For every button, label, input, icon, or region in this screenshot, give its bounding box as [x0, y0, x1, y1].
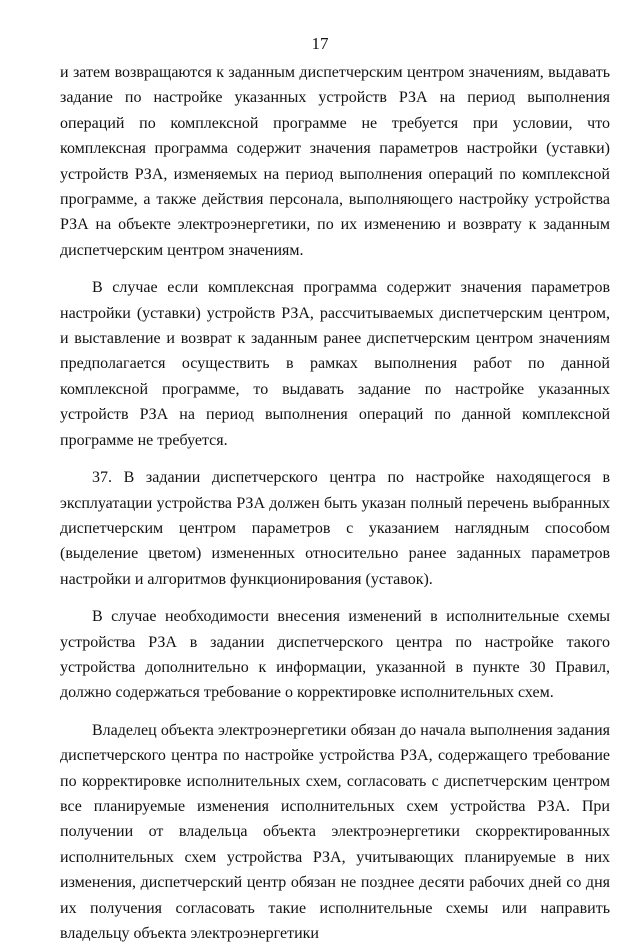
paragraph-schemes-change: В случае необходимости внесения изменений в исполнительные схемы устройства РЗА в задании диспетчерского центра по настройке такого устройства дополнительно к информации, указанной в пункте 30 Правил, должно содержаться требование о корректировке исполнительных схем. — [60, 608, 610, 702]
paragraph-owner-obligation: Владелец объекта электроэнергетики обязан до начала выполнения задания диспетчерского центра по настройке устройства РЗА, содержащего требование по корректировке исполнительных схем, согласовать с диспетчерским центром все планируемые изменения исполнительных схем устройства РЗА. При получении от владельца объекта электроэнергетики скорректированных исполнительных схем устройства РЗА, учитывающих планируемые в них изменения, диспетчерский центр обязан не позднее десяти рабочих дней со дня их получения согласовать такие исполнительные схемы или направить владельцу объекта электроэнергетики — [60, 721, 610, 942]
document-body — [60, 60, 610, 946]
paragraph-item-37: 37. В задании диспетчерского центра по настройке находящегося в эксплуатации устройства РЗА должен быть указан полный перечень выбранных диспетчерским центром параметров с указанием наглядным способом (выделение цветом) измененных относительно ранее заданных параметров настройки и алгоритмов функционирования (уставок). — [60, 469, 610, 588]
paragraph-complex-program: В случае если комплексная программа содержит значения параметров настройки (уставки) устройств РЗА, рассчитываемых диспетчерским центром, и выставление и возврат к заданным ранее диспетчерским центром значениям предполагается осуществить в рамках выполнения работ по данной комплексной программе, то выдавать задание по настройке указанных устройств РЗА на период выполнения операций по данной комплексной программе не требуется. — [60, 279, 610, 449]
page-number: 17 — [311, 34, 329, 53]
paragraph-continuation: и затем возвращаются к заданным диспетчерским центром значениям, выдавать задание по настройке указанных устройств РЗА на период выполнения операций по комплексной программе не требуется при условии, что комплексная программа содержит значения параметров настройки (уставки) устройств РЗА, изменяемых на период выполнения операций по комплексной программе, а также действия персонала, выполняющего настройку устройства РЗА на объекте электроэнергетики, по их изменению и возврату к заданным диспетчерским центром значениям. — [60, 64, 610, 259]
